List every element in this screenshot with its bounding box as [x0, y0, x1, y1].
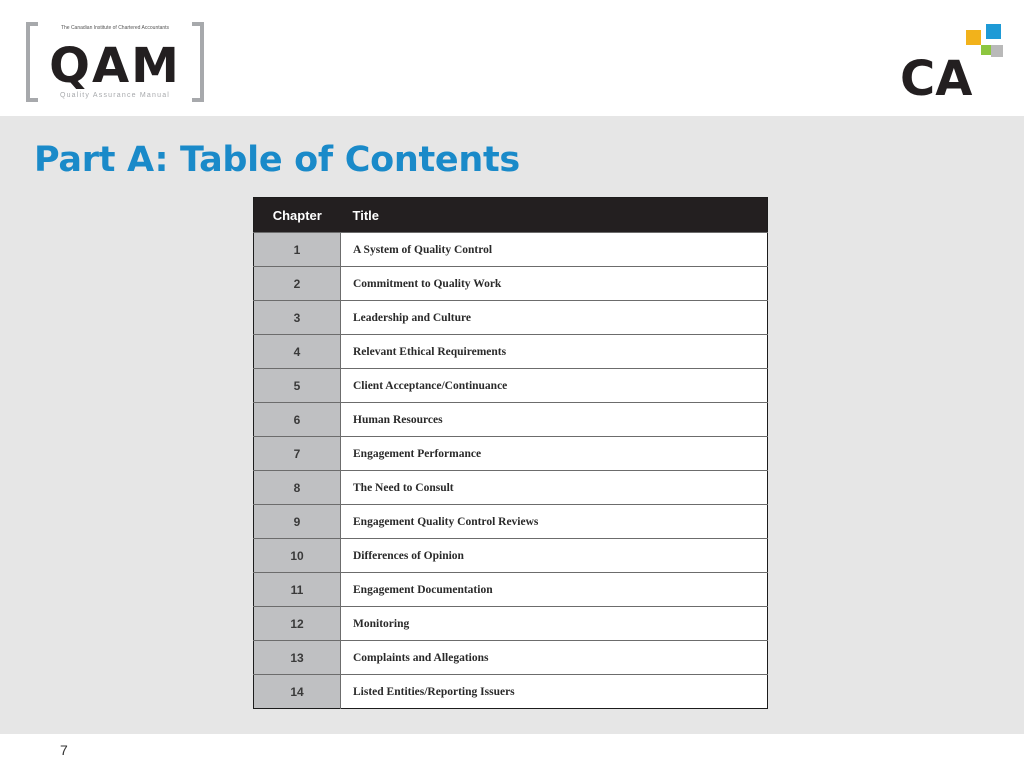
chapter-title: Differences of Opinion	[341, 539, 768, 573]
table-row	[254, 369, 768, 403]
chapter-title: Leadership and Culture	[341, 301, 768, 335]
chapter-number: 7	[254, 437, 341, 471]
chapter-number: 9	[254, 505, 341, 539]
ca-logo	[900, 22, 1010, 98]
toc-table	[253, 197, 768, 709]
ca-logo-square-grey	[991, 45, 1003, 57]
chapter-title: Commitment to Quality Work	[341, 267, 768, 301]
column-header-chapter: Chapter	[254, 198, 341, 233]
chapter-number: 12	[254, 607, 341, 641]
chapter-number: 8	[254, 471, 341, 505]
chapter-title: Engagement Performance	[341, 437, 768, 471]
ca-logo-wordmark: CA	[900, 51, 973, 98]
chapter-title: Client Acceptance/Continuance	[341, 369, 768, 403]
toc-header-row	[254, 198, 768, 233]
chapter-number: 10	[254, 539, 341, 573]
ca-logo-square-green	[981, 45, 991, 55]
chapter-title: Human Resources	[341, 403, 768, 437]
page-number: 7	[60, 742, 68, 758]
qam-logo-wordmark: QAM	[49, 38, 181, 94]
table-row	[254, 539, 768, 573]
table-row	[254, 573, 768, 607]
ca-logo-square-yellow	[966, 30, 981, 45]
column-header-title: Title	[341, 198, 768, 233]
chapter-number: 11	[254, 573, 341, 607]
qam-logo-org: The Canadian Institute of Chartered Accountants	[60, 25, 170, 31]
qam-logo	[26, 22, 204, 102]
table-row	[254, 437, 768, 471]
chapter-title: A System of Quality Control	[341, 233, 768, 267]
ca-logo-square-blue	[986, 24, 1001, 39]
chapter-title: Monitoring	[341, 607, 768, 641]
table-row	[254, 233, 768, 267]
chapter-number: 3	[254, 301, 341, 335]
table-row	[254, 675, 768, 709]
chapter-number: 5	[254, 369, 341, 403]
table-row	[254, 403, 768, 437]
chapter-number: 6	[254, 403, 341, 437]
qam-logo-tagline: Quality Assurance Manual	[59, 92, 171, 99]
chapter-number: 14	[254, 675, 341, 709]
chapter-number: 4	[254, 335, 341, 369]
chapter-title: Complaints and Allegations	[341, 641, 768, 675]
chapter-title: Engagement Documentation	[341, 573, 768, 607]
table-row	[254, 335, 768, 369]
table-row	[254, 505, 768, 539]
slide-title: Part A: Table of Contents	[34, 140, 520, 180]
slide-header	[0, 0, 1024, 116]
table-row	[254, 607, 768, 641]
table-row	[254, 471, 768, 505]
chapter-title: Listed Entities/Reporting Issuers	[341, 675, 768, 709]
chapter-number: 13	[254, 641, 341, 675]
table-row	[254, 641, 768, 675]
table-row	[254, 267, 768, 301]
chapter-number: 1	[254, 233, 341, 267]
chapter-title: The Need to Consult	[341, 471, 768, 505]
table-row	[254, 301, 768, 335]
chapter-title: Relevant Ethical Requirements	[341, 335, 768, 369]
chapter-number: 2	[254, 267, 341, 301]
chapter-title: Engagement Quality Control Reviews	[341, 505, 768, 539]
